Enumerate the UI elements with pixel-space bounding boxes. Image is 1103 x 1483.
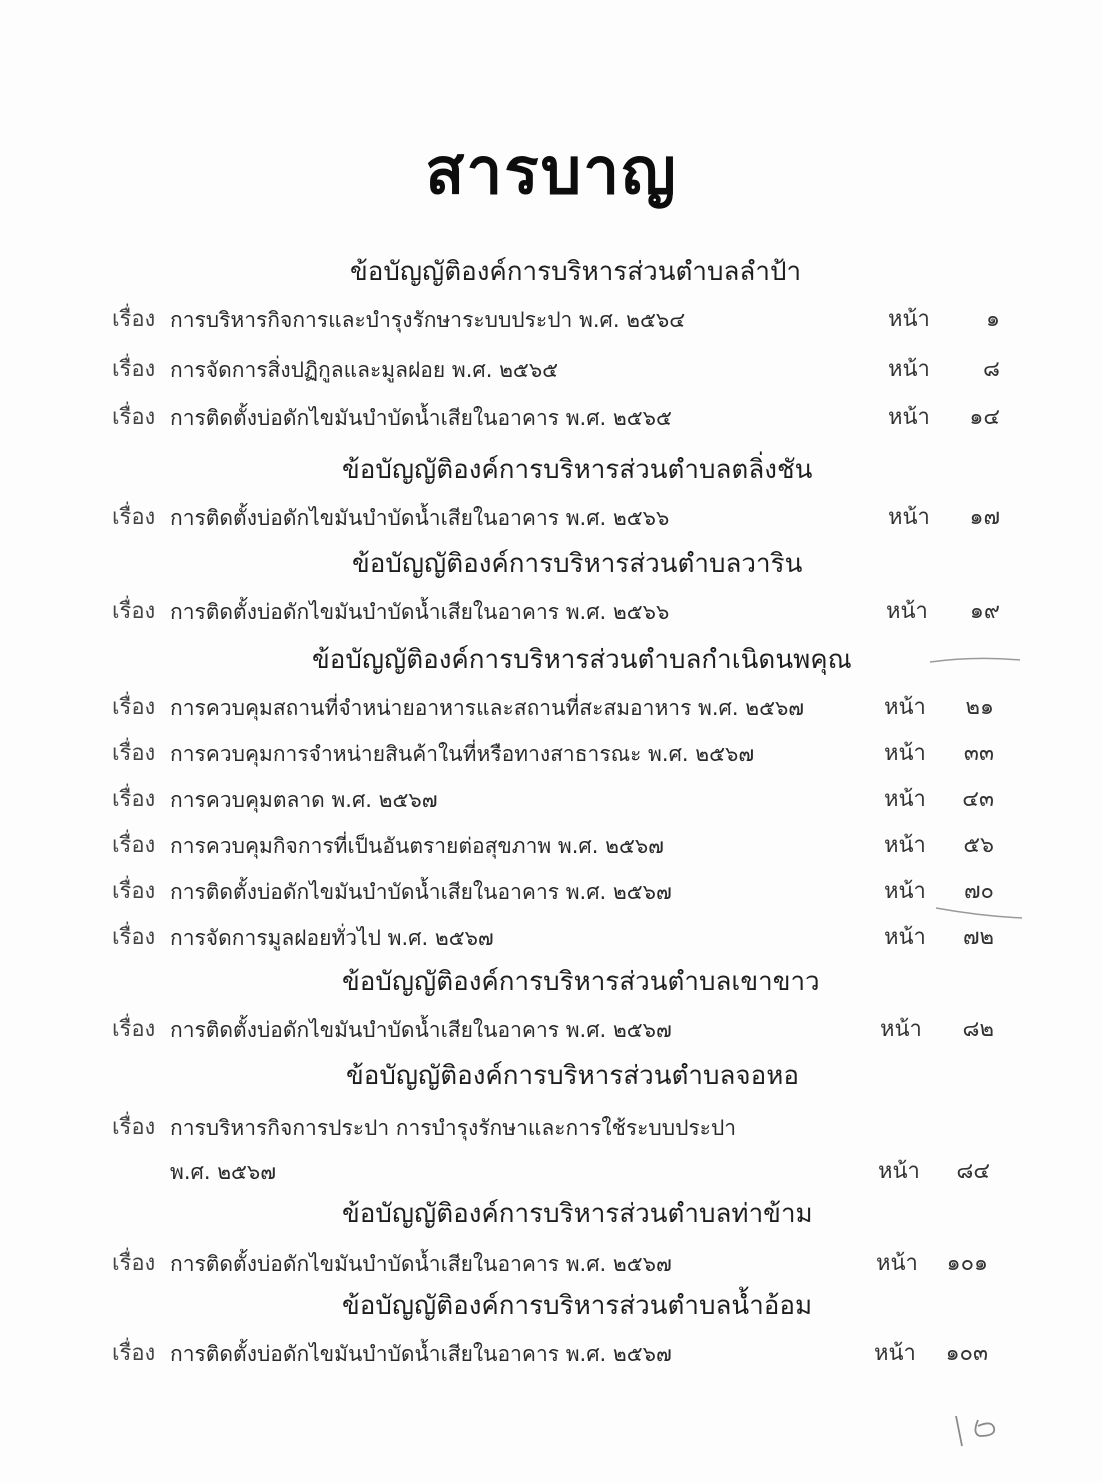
- section-heading: ข้อบัญญัติองค์การบริหารส่วนตำบลกำเนิดนพคุณ: [312, 645, 852, 675]
- entry-prefix: เรื่อง: [112, 695, 156, 720]
- entry-title: การติดตั้งบ่อดักไขมันบำบัดน้ำเสียในอาคาร พ.ศ. ๒๕๖๗: [170, 880, 672, 904]
- page-label: หน้า: [880, 1017, 922, 1042]
- section-heading: ข้อบัญญัติองค์การบริหารส่วนตำบลท่าข้าม: [342, 1199, 813, 1229]
- entry-page-number: ๕๖: [963, 833, 994, 858]
- entry-page-number: ๗๐: [964, 879, 994, 904]
- entry-title: การติดตั้งบ่อดักไขมันบำบัดน้ำเสียในอาคาร พ.ศ. ๒๕๖๗: [170, 1342, 672, 1366]
- page-label: หน้า: [884, 833, 926, 858]
- entry-page-number: ๘: [983, 357, 1000, 382]
- pen-stroke-mark: [936, 908, 1022, 918]
- entry-page-number: ๑๐๓: [945, 1341, 988, 1366]
- entry-title: การติดตั้งบ่อดักไขมันบำบัดน้ำเสียในอาคาร พ.ศ. ๒๕๖๗: [170, 1018, 672, 1042]
- section-heading: ข้อบัญญัติองค์การบริหารส่วนตำบลตลิ่งชัน: [342, 455, 813, 485]
- entry-title: การจัดการมูลฝอยทั่วไป พ.ศ. ๒๕๖๗: [170, 926, 494, 950]
- page-label: หน้า: [884, 695, 926, 720]
- entry-title: การบริหารกิจการประปา การบำรุงรักษาและการใช้ระบบประปา: [170, 1116, 737, 1140]
- entry-prefix: เรื่อง: [112, 1251, 156, 1276]
- page-title: สารบาญ: [425, 135, 678, 209]
- entry-prefix: เรื่อง: [112, 1115, 156, 1140]
- entry-prefix: เรื่อง: [112, 599, 156, 624]
- page-label: หน้า: [888, 505, 930, 530]
- section-heading: ข้อบัญญัติองค์การบริหารส่วนตำบลจอหอ: [346, 1061, 800, 1091]
- entry-prefix: เรื่อง: [112, 833, 156, 858]
- page-label: หน้า: [888, 307, 930, 332]
- entry-page-number: ๒๑: [965, 695, 994, 720]
- entry-title: การควบคุมตลาด พ.ศ. ๒๕๖๗: [170, 788, 438, 812]
- entry-title: การติดตั้งบ่อดักไขมันบำบัดน้ำเสียในอาคาร พ.ศ. ๒๕๖๖: [170, 600, 670, 624]
- entry-prefix: เรื่อง: [112, 1017, 156, 1042]
- page-label: หน้า: [886, 599, 928, 624]
- section-heading: ข้อบัญญัติองค์การบริหารส่วนตำบลน้ำอ้อม: [342, 1291, 813, 1321]
- pen-stroke-mark: [930, 658, 1020, 662]
- entry-title: การบริหารกิจการและบำรุงรักษาระบบประปา พ.ศ. ๒๕๖๔: [170, 308, 686, 332]
- entry-page-number: ๑๐๑: [946, 1251, 988, 1276]
- entry-title: การติดตั้งบ่อดักไขมันบำบัดน้ำเสียในอาคาร พ.ศ. ๒๕๖๗: [170, 1252, 672, 1276]
- entry-prefix: เรื่อง: [112, 357, 156, 382]
- section-heading: ข้อบัญญัติองค์การบริหารส่วนตำบลวาริน: [352, 549, 803, 579]
- entry-prefix: เรื่อง: [112, 925, 156, 950]
- entry-title: การควบคุมการจำหน่ายสินค้าในที่หรือทางสาธารณะ พ.ศ. ๒๕๖๗: [170, 742, 755, 766]
- entry-prefix: เรื่อง: [112, 787, 156, 812]
- entry-page-number: ๔๓: [962, 787, 994, 812]
- entry-prefix: เรื่อง: [112, 741, 156, 766]
- page-label: หน้า: [888, 357, 930, 382]
- page-label: หน้า: [884, 741, 926, 766]
- page-label: หน้า: [888, 405, 930, 430]
- page-label: หน้า: [884, 925, 926, 950]
- page-label: หน้า: [876, 1251, 918, 1276]
- entry-page-number: ๘๒: [962, 1017, 994, 1042]
- entry-title: การติดตั้งบ่อดักไขมันบำบัดน้ำเสียในอาคาร พ.ศ. ๒๕๖๖: [170, 506, 670, 530]
- entry-page-number: ๘๔: [956, 1159, 990, 1184]
- entry-title: การควบคุมสถานที่จำหน่ายอาหารและสถานที่สะสมอาหาร พ.ศ. ๒๕๖๗: [170, 696, 805, 720]
- entry-prefix: เรื่อง: [112, 405, 156, 430]
- page-label: หน้า: [874, 1341, 916, 1366]
- handwritten-page-mark: [956, 1416, 994, 1446]
- page-label: หน้า: [884, 879, 926, 904]
- entry-page-number: ๑๔: [969, 405, 1000, 430]
- entry-title: การจัดการสิ่งปฏิกูลและมูลฝอย พ.ศ. ๒๕๖๕: [170, 358, 559, 382]
- entry-prefix: เรื่อง: [112, 505, 156, 530]
- entry-title: การควบคุมกิจการที่เป็นอันตรายต่อสุขภาพ พ.ศ. ๒๕๖๗: [170, 834, 664, 858]
- section-heading: ข้อบัญญัติองค์การบริหารส่วนตำบลลำป้า: [350, 257, 802, 287]
- entry-page-number: ๑: [986, 307, 1000, 332]
- page-label: หน้า: [884, 787, 926, 812]
- entry-page-number: ๗๒: [962, 925, 994, 950]
- page-label: หน้า: [878, 1159, 920, 1184]
- entry-page-number: ๓๓: [963, 741, 994, 766]
- entry-title-continuation: พ.ศ. ๒๕๖๗: [170, 1160, 277, 1184]
- entry-prefix: เรื่อง: [112, 879, 156, 904]
- entry-prefix: เรื่อง: [112, 307, 156, 332]
- entry-prefix: เรื่อง: [112, 1341, 156, 1366]
- entry-title: การติดตั้งบ่อดักไขมันบำบัดน้ำเสียในอาคาร พ.ศ. ๒๕๖๕: [170, 406, 672, 430]
- section-heading: ข้อบัญญัติองค์การบริหารส่วนตำบลเขาขาว: [342, 967, 820, 997]
- entry-page-number: ๑๙: [969, 599, 1000, 624]
- entry-page-number: ๑๗: [969, 505, 1000, 530]
